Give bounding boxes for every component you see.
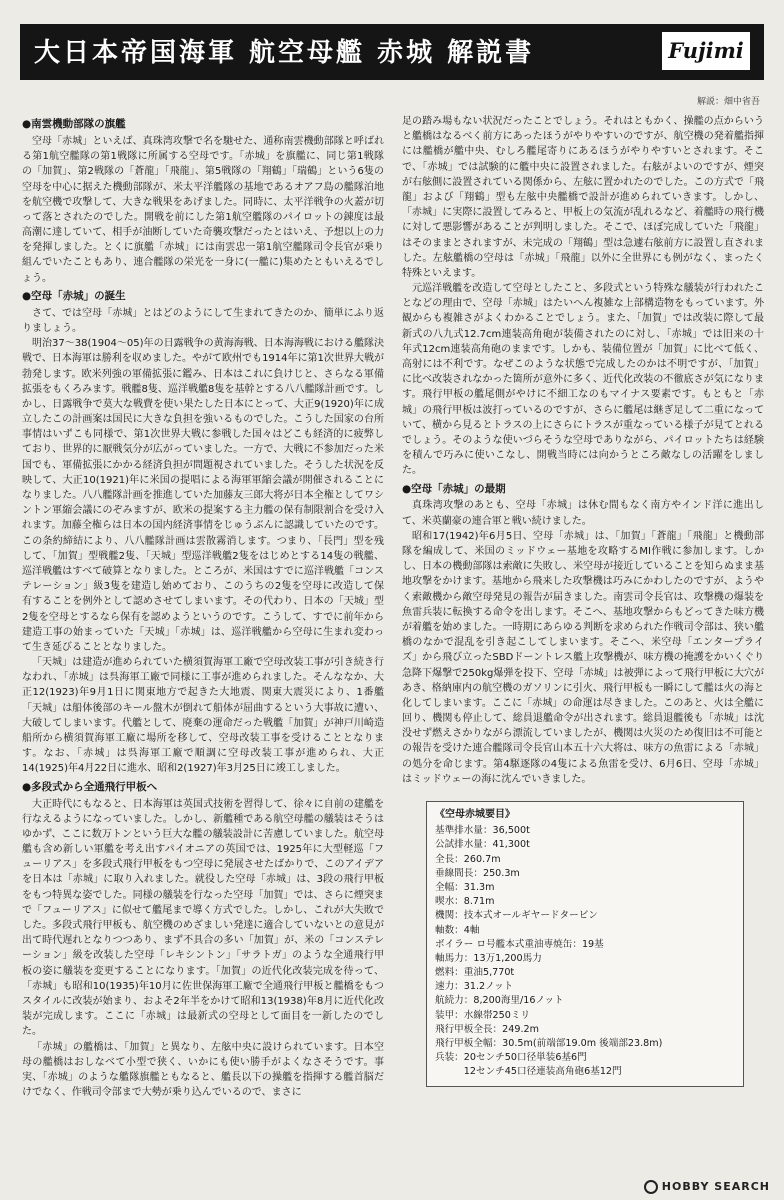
section-heading: ●空母「赤城」の誕生 xyxy=(22,289,126,302)
spec-title: 《空母赤城要目》 xyxy=(435,809,515,821)
watermark xyxy=(644,1180,770,1194)
spec-line: ボイラー ロ号艦本式重油専焼缶：19基 xyxy=(435,938,604,950)
title-banner xyxy=(20,24,764,80)
spec-box xyxy=(426,801,744,1087)
spec-line: 全幅：31.3m xyxy=(435,881,495,893)
spec-line: 航続力：8,200海里/16ノット xyxy=(435,995,564,1007)
paragraph: 大正時代にもなると、日本海軍は英国式技術を習得して、徐々に自前の建艦を行なえるようになっていました。しかし、新艦種である航空母艦の艤装はそうはゆかず、ここに数万トンという巨大な艦の艤装設計に苦慮していました。航空母艦も含め新しい軍艦を考え出すパイオニアの英国では、1925年に大型軽巡「フューリアス」を多段式飛行甲板をもつ空母に発展させたばかりで、このアイデアを日本は「赤城」に取り入れました。就役した空母「赤城」は、3段の飛行甲板をもつ特異な姿でした。同様の艤装を行なった空母「加賀」では、さらに煙突まで「フューリアス」に似せて艦尾まで導く方式でした。しかし、これが大失敗でした。多段式飛行甲板も、航空機のめざましい発達に適合していないとの意見が出て時代遅れとなりつつあり、まず不具合の多い「加賀」が、米の「コンステレーション」級を改装した空母「レキシントン」「サラトガ」のような全通飛行甲板の姿に艤装を変更することになります。「加賀」の近代化改装完成を待って、「赤城」も昭和10(1935)年10月に佐世保海軍工廠で全通飛行甲板と艦橋をもつスタイルに改装が始まり、およそ2年半をかけて昭和13(1938)年8月に近代化改装が完成します。ここに「赤城」は最新式の空母として面目を一新したのでした。 xyxy=(22,798,384,1038)
spec-line: 燃料：重油5,770t xyxy=(435,967,515,979)
paragraph: 足の踏み場もない状況だったことでしょう。それはともかく、操艦の点からいうと艦橋はなるべく前方にあったほうがやりやすいのですが、航空機の発着艦指揮には艦橋が艦中央、むしろ艦尾寄りにあるほうがやりやすいとされます。そこで、「赤城」では試験的に艦中央に設置されました。右舷がよいのですが、煙突が右舷側に設置されている関係から、左舷に置かれたのでした。この方式で「飛龍」および「翔鶴」型も左舷中央艦橋で設計が進められていきます。しかし、「赤城」に実際に設置してみると、甲板上の気流が乱れるなど、着艦時の飛行機に対して悪影響があることが判明しました。そこで、ほぼ完成していた「飛龍」はそのままとされますが、未完成の「翔鶴」型は急遽右舷前方に設置し直されました。左舷艦橋の空母は「赤城」「飛龍」以外に全世界にも例がなく、まったく特殊といえます。 xyxy=(402,116,764,279)
spec-line: 軸馬力：13万1,200馬力 xyxy=(435,952,542,964)
right-column xyxy=(402,114,764,1174)
right-column-text xyxy=(402,114,764,787)
paragraph: 真珠湾攻撃のあとも、空母「赤城」は休む間もなく南方やインド洋に進出して、米英蘭豪の連合軍と戦い続けました。 xyxy=(402,500,764,527)
page-title: 大日本帝国海軍 航空母艦 赤城 解説書 xyxy=(34,38,535,68)
spec-line: 公試排水量：41,300t xyxy=(435,839,530,851)
camera-icon xyxy=(644,1180,658,1194)
spec-line: 軸数：4軸 xyxy=(435,924,480,936)
left-column xyxy=(22,114,384,1174)
paragraph: 「赤城」の艦橋は、「加賀」と異なり、左舷中央に設けられています。日本空母の艦橋はおしなべて小型で狭く、いかにも使い勝手がよくなさそうです。事実、「赤城」のような艦隊旗艦ともなると、艦長以下の操艦を指揮する艦首脳だけでなく、作戦司令部まで大勢が乗り込んでいるので、まさに xyxy=(22,1041,384,1099)
spec-line: 喫水：8.71m xyxy=(435,896,495,908)
spec-line: 基準排水量：36,500t xyxy=(435,825,530,837)
spec-line: 垂線間長：250.3m xyxy=(435,867,520,879)
paragraph: 明治37～38(1904～05)年の日露戦争の黄海海戦、日本海海戦における艦隊決戦で、日本海軍は勝利を収めました。やがて欧州でも1914年に第1次世界大戦が勃発します。欧米列強の軍備拡張に鑑み、日本はこれに負けじと、さらなる軍備拡張をもくろみます。戦艦8隻、巡洋戦艦8隻を基幹とする八八艦隊計画です。しかし、日露戦争で莫大な戦費を使い果たした日本にとって、大正9(1920)年に成立したこの計画案は国民に大きな負担を強いるものでした。こうした国家の台所事情はいずこも同様で、第1次世界大戦に参戦した国々はどこも経済的に疲弊しており、世界的に厭戦気分が広がっていました。一方で、大戦に不参加だった米国でも、軍備拡張にかかる経済負担が問題視されていました。そうした状況を反映して、大正10(1921)年に米国の提唱による海軍軍縮会議が開催されることになりました。八八艦隊計画を推進していた加藤友三郎大将が日本全権としてワシントン軍縮会議にのぞみますが、欧米の提案する主力艦の保有制限割合を受け入れます。加藤全権らは日本の国内経済事情をじゅうぶんに認識していたのです。この条約締結により、八八艦隊計画は雲散霧消します。つまり、「長門」型を残して、「加賀」型戦艦2隻、「天城」型巡洋戦艦2隻をはじめとする14隻の戦艦、巡洋戦艦はすべて破算となりました。ところが、米国はすでに巡洋戦艦「コンステレーション」級3隻を建造し始めており、このうちの2隻を空母に改造して保有することを例外として認めさせてしまいます。その代わり、日本の「天城」型2隻を空母とするなら保有を認めようというのです。こうして、すでに前年から建造工事の始まっていた「天城」「赤城」は、巡洋戦艦から空母に生まれ変わって生き延びることとなりました。 xyxy=(22,338,384,653)
spec-line: 速力：31.2ノット xyxy=(435,981,514,993)
paragraph: 空母「赤城」といえば、真珠湾攻撃で名を馳せた、通称南雲機動部隊と呼ばれる第1航空艦隊の第1戦隊に所属する空母です。「赤城」を旗艦に、同じ第1戦隊の「加賀」、第2戦隊の「蒼龍」「飛龍」、第5戦隊の「翔鶴」「瑞鶴」という6隻の空母を中心に据えた機動部隊が、米太平洋艦隊の基地であるオアフ島の艦隊泊地を航空機で攻撃して、大きな戦果をあげました。同時に、太平洋戦争の火蓋が切って落とされたのでした。開戦を前にした第1航空艦隊のパイロットの錬度は最高潮に達していて、相手が油断していた奇襲攻撃だったとはいえ、予想以上の力を発揮しました。とくに旗艦「赤城」には南雲忠一第1航空艦隊司令長官が乗り組んでいたこともあり、連合艦隊の栄光を一身に(一艦に)集めたともいえるでしょう。 xyxy=(22,135,384,284)
paragraph: 昭和17(1942)年6月5日、空母「赤城」は、「加賀」「蒼龍」「飛龍」と機動部隊を編成して、米国のミッドウェー基地を攻略するMI作戦に参加します。しかし、日本の機動部隊は索敵に失敗し、米空母が接近していることを知らぬまま基地攻撃をかけます。基地から飛来した攻撃機は巧みにかわしたのですが、ようやく索敵機から敵空母発見の報告が届きました。南雲司令長官は、攻撃機の爆装を魚雷兵装に転換する命令を出します。そこへ、基地攻撃からもどってきた味方機が着艦を始めました。一時期にあらゆる判断を求められた作戦司令部は、狭い艦橋のなかで混乱を引き起こしてしまいます。そこへ、米空母「エンタープライズ」から飛び立ったSBDドーントレス艦上攻撃機が、味方機の掩護をかいくぐり急降下爆撃で250kg爆弾を投下、空母「赤城」は被弾によって飛行甲板に大穴があき、格納庫内の航空機のガソリンに引火、飛行甲板も一瞬にして艦は火の海と化してしまいます。ここに「赤城」の命運は尽きました。このあと、火は全艦に回り、機関も停止して、総員退艦命令が出されます。総員退艦後も「赤城」は沈没せず燃えさかりながら漂流していましたが、機関は火災のため復旧は不可能との報告を受けた連合艦隊司令長官山本五十六大将は、味方の魚雷による「赤城」の処分を命じます。第4駆逐隊の4隻による魚雷を受け、6月6日、空母「赤城」はミッドウェーの海に沈んでいきました。 xyxy=(402,530,764,785)
section-heading: ●多段式から全通飛行甲板へ xyxy=(22,780,158,793)
spec-line: 飛行甲板全長：249.2m xyxy=(435,1023,539,1035)
watermark-text: HOBBY SEARCH xyxy=(661,1180,770,1193)
paragraph: 元巡洋戦艦を改造して空母としたこと、多段式という特殊な艤装が行われたことなどの理由で、空母「赤城」はたいへん複雑な上部構造物をもっています。外観からも複雑さがよくわかることでしょう。また、「加賀」では改装に際して最新式の八九式12.7cm連装高角砲が装備されたのに対し、「赤城」では旧来の十年式12cm連装高角砲のままです。しかも、装備位置が「加賀」に比べて低く、高射には不利です。なぜこのような状態で完成したのかは不明ですが、「加賀」に比べ改装されなかった箇所が意外に多く、近代化改装の不徹底さが気になります。飛行甲板の艦尾側がやけに不細工なのもマイナス要素です。もともと「赤城」の飛行甲板は波打っているのですが、さらに艦尾は継ぎ足して二重になっていて、横から見るとトラスの上にさらにトラスが重なっている様子が見てとれるでしょう。そのような使いづらそうな空母でありながら、パイロットたちは経験を積んで巧みに使いこなし、開戦当時には向かうところ敵なしの活躍をしました。 xyxy=(402,283,764,477)
spec-list xyxy=(435,824,735,1079)
paragraph: 「天城」は建造が進められていた横須賀海軍工廠で空母改装工事が引き続き行なわれ、「赤城」は呉海軍工廠で同様に工事が進められました。そんななか、大正12(1923)年9月1日に関東地方で起きた大地震、関東大震災により、1番艦「天城」は船体後部のキール盤木が倒れて船体が屈曲するという大事故に遭い、大破してしまいます。代艦として、廃棄の運命だった戦艦「加賀」が神戸川崎造船所から横須賀海軍工廠に場所を移して、空母改装工事を受けることとなります。なお、「赤城」は呉海軍工廠で順調に空母改装工事が進められ、大正14(1925)年4月22日に進水、昭和2(1927)年3月25日に竣工しました。 xyxy=(22,657,384,775)
spec-line: 機関：技本式オールギヤードタービン xyxy=(435,910,598,922)
spec-line: 全長：260.7m xyxy=(435,853,501,865)
section-heading: ●南雲機動部隊の旗艦 xyxy=(22,118,126,130)
spec-line: 装甲：水線帯250ミリ xyxy=(435,1009,531,1021)
spec-line: 12センチ45口径連装高角砲6基12門 xyxy=(435,1066,622,1078)
section-heading: ●空母「赤城」の最期 xyxy=(402,482,506,495)
spec-line: 兵装：20センチ50口径単装6基6門 xyxy=(435,1052,587,1064)
paragraph: さて、では空母「赤城」とはどのようにして生まれてきたのか、簡単にふり返りましょう。 xyxy=(22,307,384,334)
brand-logo: Fujimi xyxy=(660,30,752,72)
author-credit: 解説：畑中省吾 xyxy=(696,97,760,107)
spec-line: 飛行甲板全幅：30.5m(前端部19.0m 後端部23.8m) xyxy=(435,1038,663,1050)
